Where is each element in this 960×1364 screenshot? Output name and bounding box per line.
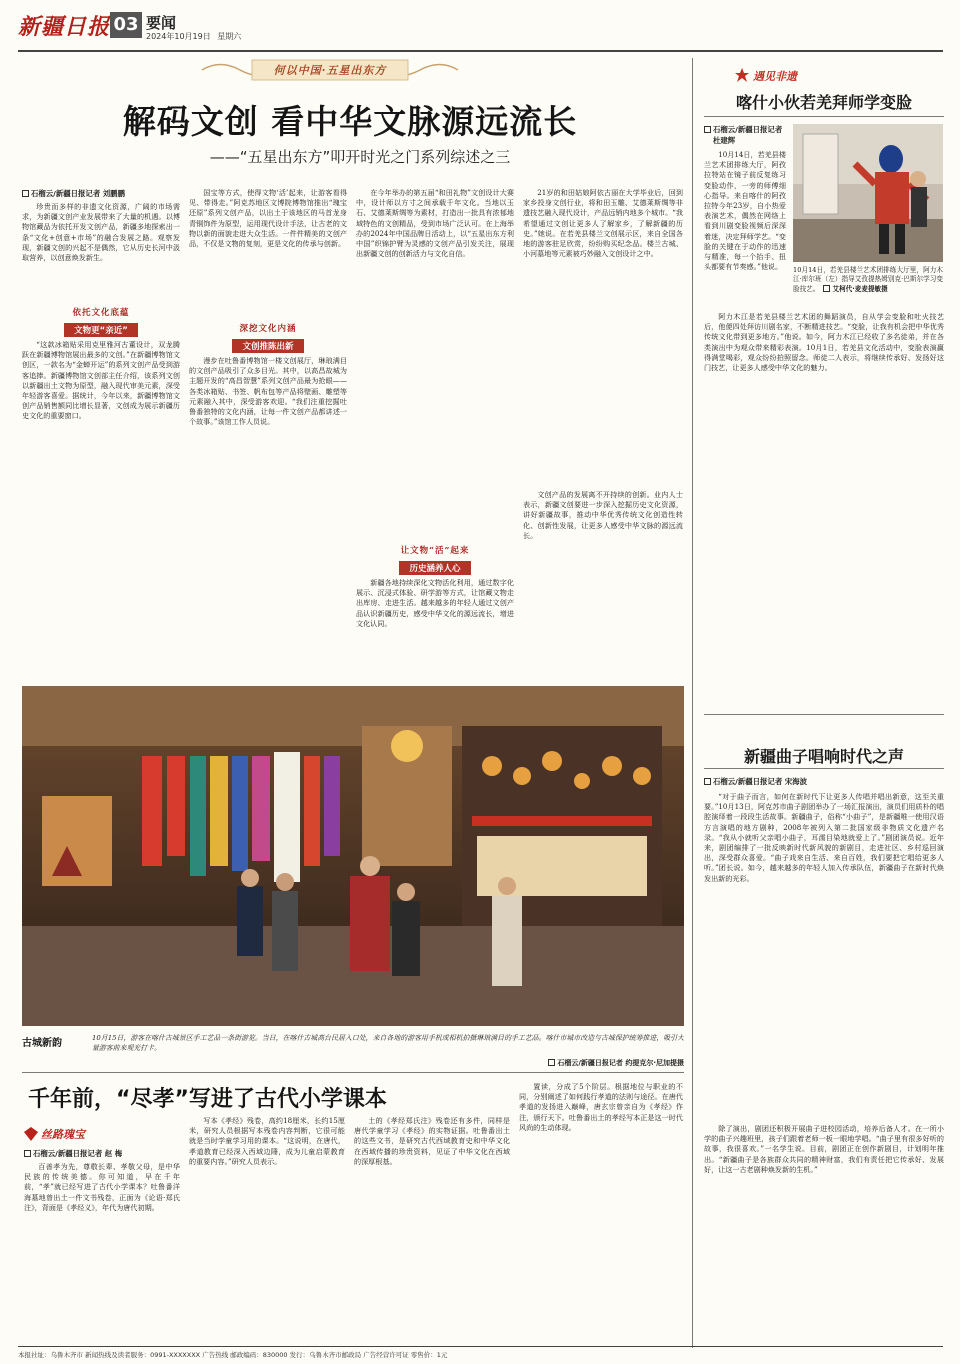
bazaar-scene bbox=[22, 686, 684, 1026]
right-top-byline2: 杜建辉 bbox=[713, 136, 736, 145]
silk-road-kicker bbox=[24, 1126, 144, 1142]
footer-info: 本报社址：乌鲁木齐市 新闻热线及读者服务：0991-XXXXXXX 广告热线 邮政编码：830000 发行：乌鲁木齐市邮政局 广告经营许可证 零售价：1元 bbox=[18, 1351, 448, 1359]
subhead-1-top: 依托文化底蕴 bbox=[72, 308, 130, 318]
lead-col4-top bbox=[523, 188, 683, 488]
right-mid-body2-text: 除了演出，剧团还积极开展曲子进校园活动，培养后备人才。在一所小学的曲子兴趣班里，孩子们跟着老师一板一眼地学唱。“曲子里有很多好听的故事，我很喜欢。”一名学生说。目前，剧团正在创作新剧目，计划明年推出。“新疆曲子是各族群众共同的精神财富，我们有责任把它传承好、发展好，让这一古老剧种焕发新的生机。” bbox=[704, 1124, 944, 1174]
subhead-2 bbox=[189, 322, 347, 353]
lead-col3-top bbox=[356, 188, 514, 538]
lead-col3-bottom bbox=[356, 578, 514, 670]
right-top-body1 bbox=[704, 150, 786, 296]
date-text: 2024年10月19日 bbox=[146, 32, 211, 41]
subhead-2-top: 深挖文化内涵 bbox=[239, 324, 297, 334]
byline-box-icon-2 bbox=[704, 126, 711, 133]
bottom-col2 bbox=[189, 1116, 345, 1338]
lead-col2-text: 国宝等方式，使得文物‘活’起来，让游客看得见、带得走。”阿克苏地区文博院博物馆推出“瑰宝还原”系列文创产品，以出土于该地区的马首龙身青铜饰件为原型，运用现代设计手法，让古老的文物以新的面貌走进大众生活。一件件精美的文创产品，不仅是文物的复刻，更是文化的传承与创新。 bbox=[189, 188, 347, 249]
right-top-byline bbox=[704, 124, 790, 146]
photo-bottom-rule bbox=[22, 1072, 684, 1073]
subhead-3-box: 历史涵养人心 bbox=[399, 561, 470, 575]
lead-col2-top bbox=[189, 188, 347, 318]
credit-box-icon bbox=[823, 285, 830, 292]
series-banner-text: 何以中国·五星出东方 bbox=[273, 64, 387, 77]
old-town-photo bbox=[22, 686, 684, 1026]
right-top-body2 bbox=[704, 312, 944, 712]
vertical-divider bbox=[692, 58, 693, 1348]
bottom-col2-text: 写本《孝经》残卷，高约18厘米，长约15厘米，研究人员根据写本残卷内容判断，它很可能就是当时学童学习用的课本。“这说明，在唐代，孝道教育已经深入西域边陲，成为儿童启蒙教育的重要内容。”研究人员表示。 bbox=[189, 1116, 345, 1166]
bottom-byline bbox=[24, 1148, 184, 1159]
photo-label: 古城新韵 bbox=[22, 1038, 62, 1049]
header-rule bbox=[18, 50, 943, 52]
lead-headline: 解码文创 看中华文脉源远流长 bbox=[122, 102, 578, 141]
lead-col2b-text: 漫步在吐鲁番博物馆一楼文创展厅，琳琅满目的文创产品吸引了众多目光。其中，以高昌故城为主题开发的“高昌智慧”系列文创产品最为抢眼——各类冰箱贴、书签、帆布包等产品将壁画、雕塑等元素融入其中，深受游客欢迎。“我们注重挖掘吐鲁番独特的文化内涵，让每一件文创产品都讲述一个故事。”该馆工作人员说。 bbox=[189, 356, 347, 427]
subhead-2-box: 文创推陈出新 bbox=[232, 339, 303, 353]
face-changing-scene bbox=[793, 124, 943, 262]
right-mid-title-rule bbox=[704, 768, 944, 769]
weekday-text: 星期六 bbox=[217, 32, 242, 41]
right-top-body1-text: 10月14日，若羌县楼兰艺术团排练大厅，阿孜拉特站在镜子前反复练习变脸动作，一旁的师傅细心指导。来自喀什的阿孜拉特今年23岁，自小热爱表演艺术，偶然在网络上看到川剧变脸视频后深深着迷，决定拜师学艺。“变脸的关键在于动作的迅速与精准，每一个抬手、扭头都要有节奏感。”他说。 bbox=[704, 150, 786, 272]
right-mid-byline bbox=[704, 776, 944, 787]
bottom-headline: 千年前，“尽孝”写进了古代小学课本 bbox=[28, 1087, 387, 1112]
photo-caption-right-text: 10月14日，若羌县楼兰艺术团排练大厅里，阿力木江·库尔班（左）指导艾孜提热姆别克·巴斯尔学习变脸技艺。 bbox=[793, 266, 943, 293]
subhead-3-top: 让文物“活”起来 bbox=[400, 546, 470, 556]
lead-col1-bottom bbox=[22, 340, 180, 670]
issue-date bbox=[146, 31, 241, 42]
photo-credit bbox=[468, 1058, 684, 1068]
photo-credit-right: 艾柯代·麦麦提敏摄 bbox=[832, 284, 888, 293]
right-mid-body bbox=[704, 792, 944, 1122]
bottom-col4-text: 置读，分成了5个阶层。根据地位与职业的不同，分别阐述了如何践行孝道的法则与途径。在唐代孝道的发扬进入巅峰，唐玄宗曾亲自为《孝经》作注，颁行天下。吐鲁番出土的孝经写本正是这一时代风尚的生动体现。 bbox=[519, 1082, 683, 1132]
bottom-kicker-text: 丝路瑰宝 bbox=[41, 1128, 85, 1141]
face-changing-photo bbox=[793, 124, 943, 262]
masthead bbox=[18, 8, 943, 48]
gem-icon bbox=[24, 1127, 38, 1141]
subhead-3 bbox=[356, 544, 514, 575]
lead-col4-bottom bbox=[523, 490, 683, 670]
lead-col1b-text: “这款冰箱贴采用克里雅河古董设计，双龙腾跃在新疆博物馆展出最多的文创。”在新疆博物馆文创区，一款名为“金蝉开运”的系列文创产品受到游客追捧。新疆博物馆文创部主任介绍，该系列文创以新疆出土文物为原型，融入现代审美元素，深受年轻游客喜爱。据统计，今年以来，新疆博物馆文创产品销售额同比增长显著，文创成为展示新疆历史文化的重要窗口。 bbox=[22, 340, 180, 421]
lead-col3b-text: 新疆各地持续深化文物活化利用，通过数字化展示、沉浸式体验、研学游等方式，让馆藏文物走出库房、走进生活。越来越多的年轻人通过文创产品认识新疆历史，感受中华文化的源远流长，增进文化认同。 bbox=[356, 578, 514, 628]
right-mid-byline-text: 石榴云/新疆日报记者 宋海波 bbox=[713, 777, 807, 786]
subhead-1 bbox=[22, 306, 180, 337]
series-banner bbox=[200, 57, 460, 83]
photo-caption-right bbox=[793, 266, 943, 308]
right-mid-headline: 新疆曲子唱响时代之声 bbox=[743, 747, 904, 766]
photo-caption-text: 10月15日，游客在喀什古城景区手工艺品一条街游览。当日，在喀什古城高台民居入口处，来自各地的游客用手机或相机拍摄琳琅满目的手工艺品。喀什市城市改造与古城保护统筹推进，吸引大量游客前来观光打卡。 bbox=[92, 1034, 684, 1052]
lead-subtitle: ——“五星出东方”叩开时光之门系列综述之三 bbox=[209, 148, 511, 166]
bottom-col3-text: 土的《孝经郑氏注》残卷还有多件，同样是唐代学童学习《孝经》的实物证据。吐鲁番出土的这些文书，是研究古代西域教育史和中华文化在西域传播的珍贵资料，见证了中华文化在西域的深厚根基。 bbox=[354, 1116, 510, 1166]
subhead-1-box: 文物更“亲近” bbox=[64, 323, 138, 337]
kicker-text: 遇见非遗 bbox=[753, 70, 797, 83]
right-mid-body-text: “对于曲子而言，如何在新时代下让更多人传唱并唱出新意，这至关重要。”10月13日，阿克苏市曲子剧团举办了一场汇报演出，演员们用质朴的唱腔演绎着一段段生活故事。新疆曲子，俗称“小曲子”，是新疆唯一使用汉语方言演唱的地方剧种，2008年被列入第二批国家级非物质文化遗产名录。“我从小就听父亲唱小曲子，耳濡目染地就爱上了。”剧团演员说。近年来，剧团编排了一批反映新时代新风貌的新剧目，走进社区、乡村巡回演出，深受群众喜爱。“曲子戏来自生活、来自百姓，我们要把它唱给更多人听。”团长说。如今，越来越多的年轻人加入传承队伍，新疆曲子在新时代焕发出新的光彩。 bbox=[704, 792, 944, 883]
lead-col2-bottom bbox=[189, 356, 347, 670]
section-title: 要闻 bbox=[146, 14, 177, 32]
right-mid-body2 bbox=[704, 1124, 944, 1338]
lead-col1-top bbox=[22, 202, 180, 306]
bottom-col3 bbox=[354, 1116, 510, 1338]
meet-heritage-kicker bbox=[735, 66, 875, 84]
bottom-col4 bbox=[519, 1082, 683, 1338]
photo-credit-text: 石榴云/新疆日报记者 约提克尔·尼加提摄 bbox=[557, 1059, 684, 1067]
newspaper-logo: 新疆日报 bbox=[18, 14, 111, 40]
credit-box-icon-2 bbox=[548, 1059, 555, 1066]
right-top-byline1: 石榴云/新疆日报记者 bbox=[713, 125, 783, 134]
lead-col4b-text: 文创产品的发展离不开持续的创新。业内人士表示，新疆文创要进一步深入挖掘历史文化资源，讲好新疆故事，推动中华优秀传统文化创造性转化、创新性发展，让更多人感受中华文脉的源远流长。 bbox=[523, 490, 683, 540]
bottom-byline-text: 石榴云/新疆日报记者 赵 梅 bbox=[33, 1149, 123, 1158]
lead-col4-text: 21岁的和田姑娘阿依古丽在大学毕业后，回到家乡投身文创行业，将和田玉雕、艾德莱斯绸等非遗技艺融入现代设计，产品远销内地多个城市。“我希望通过文创让更多人了解家乡，了解新疆的历史。”她说。在若羌县楼兰文创展示区，来自全国各地的游客驻足欣赏，纷纷购买纪念品。楼兰古城、小河墓地等元素被巧妙融入文创设计之中。 bbox=[523, 188, 683, 259]
byline-box-icon bbox=[22, 190, 29, 197]
lead-col1-text: 珍贵而多样的非遗文化资源，广阔的市场需求，为新疆文创产业发展带来了大量的机遇。以博物馆藏品为依托开发文创产品，新疆多地探索出一条“文化+创意+市场”的融合发展之路。观察发现，新疆文创的兴起不是偶然，它从历史长河中汲取营养，以创意焕发新生。 bbox=[22, 202, 180, 263]
byline-box-icon-3 bbox=[704, 778, 711, 785]
footer-rule bbox=[18, 1346, 943, 1347]
bottom-col1-text: 百善孝为先，尊敬长辈、孝敬父母，是中华民族的传统美德。你可知道，早在千年前，“孝”就已经写进了古代小学课本？吐鲁番洋海墓地曾出土一件文书残卷，正面为《论语·郑氏注》，背面是《孝经义》，年代为唐代初期。 bbox=[24, 1162, 180, 1212]
lead-byline bbox=[22, 188, 182, 199]
lead-byline-text: 石榴云/新疆日报记者 刘鹏鹏 bbox=[31, 189, 125, 198]
bottom-col1 bbox=[24, 1162, 180, 1338]
right-mid-rule bbox=[704, 714, 944, 715]
right-top-body2-text: 阿力木江是若羌县楼兰艺术团的舞蹈演员，自从学会变脸和吐火技艺后，他便四处拜访川剧名家，不断精进技艺。“变脸，让我有机会把中华优秀传统文化带到更多地方。”他说。如今，阿力木江已经收了多名徒弟，并在各类演出中为观众带来精彩表演。10月1日，若羌县文化活动中，变脸表演赢得满堂喝彩，观众纷纷拍照留念。师徒二人表示，将继续传承好、发扬好这门技艺，让更多人感受中华文化的魅力。 bbox=[704, 312, 944, 373]
right-top-headline: 喀什小伙若羌拜师学变脸 bbox=[735, 93, 912, 112]
lead-col3-text: 在今年举办的第五届“和田礼物”文创设计大赛中，设计师以方寸之间承载千年文化。当地以玉石、艾德莱斯绸等为素材，打造出一批具有浓郁地域特色的文创精品，受到市场广泛认可。在上海举办的2024年中国品牌日活动上，以“五星出东方利中国”织锦护臂为灵感的文创产品引发关注，展现出新疆文创的创新活力与文化自信。 bbox=[356, 188, 514, 259]
byline-box-icon-4 bbox=[24, 1150, 31, 1157]
page-number: 03 bbox=[110, 12, 142, 38]
star-icon bbox=[735, 68, 749, 82]
photo-caption bbox=[92, 1034, 684, 1056]
right-top-rule bbox=[704, 116, 944, 117]
